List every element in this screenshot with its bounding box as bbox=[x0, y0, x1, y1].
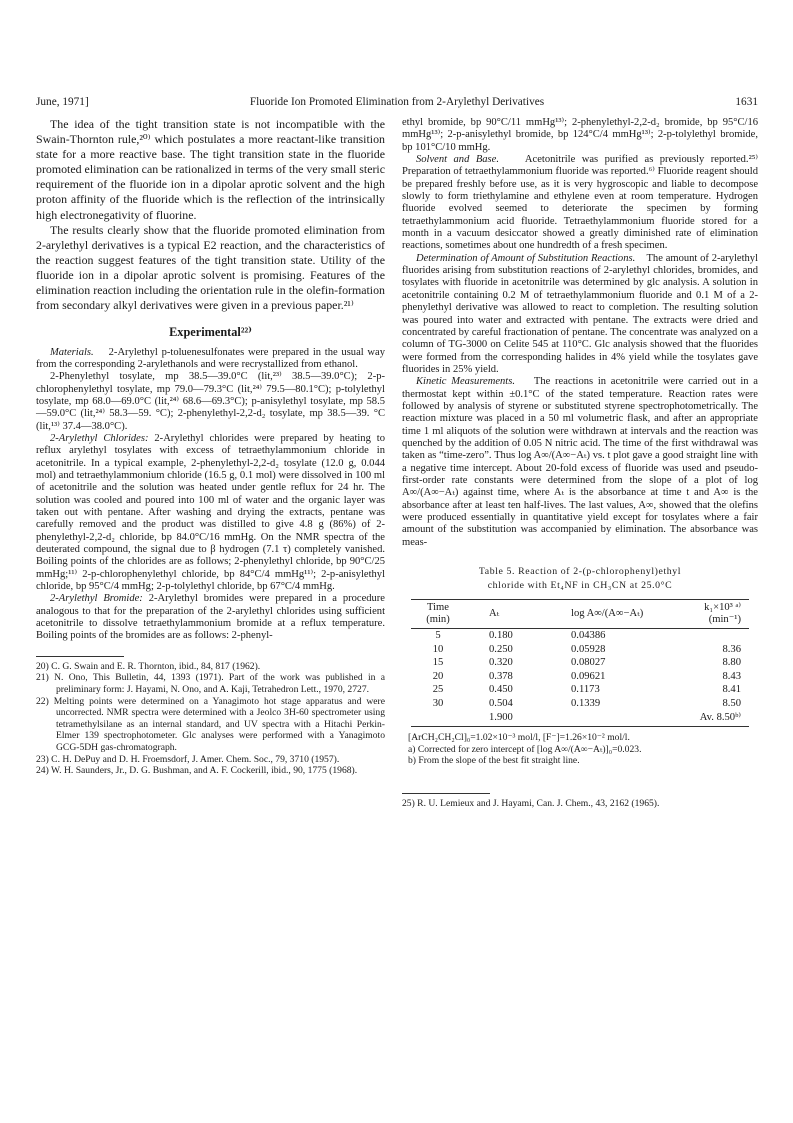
bromide-text: 2-Arylethyl bromides were prepared in a procedure analogous to that for the preparation of the 2-arylethyl chlorides using sufficient acetonitrile to dissolve tetraethylammonium bromide at a reflux temperature. Boiling points of the bromides are as follows: 2-phenyl- bbox=[36, 593, 385, 642]
footnote: 24) W. H. Saunders, Jr., D. G. Bushman, and A. F. Cockerill, ibid., 90, 1775 (1968). bbox=[36, 765, 358, 777]
table-row bbox=[411, 711, 749, 727]
cell-time: 20 bbox=[432, 670, 444, 682]
cell-absorbance: 0.180 bbox=[489, 630, 513, 642]
table-row bbox=[411, 697, 749, 711]
cell-time bbox=[411, 711, 465, 727]
materials-title: Materials. bbox=[50, 346, 94, 358]
cell-log: 0.04386 bbox=[571, 630, 606, 642]
paragraph-determination bbox=[402, 253, 758, 376]
materials-text: 2-Arylethyl p-toluenesulfonates were prepared in the usual way from the corresponding 2-arylethanols and were recrystallized from ethanol. bbox=[36, 346, 386, 370]
column-header-absorbance: Aₜ bbox=[465, 600, 551, 629]
column-header-rate-constant: k₁×10³ ᵃ⁾ (min⁻¹) bbox=[685, 600, 749, 629]
left-column bbox=[36, 117, 385, 777]
footnote: 23) C. H. DePuy and D. H. Froemsdorf, J. Amer. Chem. Soc., 79, 3710 (1957). bbox=[36, 753, 340, 765]
cell-time: 25 bbox=[432, 684, 444, 696]
table-row bbox=[411, 656, 749, 670]
table-note-a: a) Corrected for zero intercept of [log A∞/(A∞−Aₜ)]₀=0.023. bbox=[408, 743, 642, 755]
cell-absorbance: 0.250 bbox=[489, 643, 513, 655]
cell-rate-constant: Av. 8.50ᵇ⁾ bbox=[685, 711, 749, 727]
table-caption-line: chloride with Et₄NF in CH₃CN at 25.0°C bbox=[487, 580, 673, 592]
cell-rate-constant: 8.41 bbox=[722, 684, 741, 696]
footnotes-left bbox=[36, 661, 385, 777]
cell-absorbance: 0.378 bbox=[489, 670, 513, 682]
bromide-title: 2-Arylethyl Bromide: bbox=[50, 593, 143, 605]
paragraph-materials bbox=[36, 347, 385, 372]
cell-log: 0.08027 bbox=[571, 657, 606, 669]
footnotes-right bbox=[402, 798, 758, 810]
kinetics-table bbox=[411, 599, 749, 727]
cell-rate-constant: 8.36 bbox=[722, 643, 741, 655]
cell-absorbance: 0.320 bbox=[489, 657, 513, 669]
paragraph-tight-transition: The idea of the tight transition state is not incompatible with the Swain-Thornton rule,²⁰⁾ which postulates a more reactant-like transition state for a more reactive base. The tight transition state in the fluoride promoted elimination can be rationalized in terms of the very small steric requirement of the fluoride ion in a dipolar aprotic solvent and the high proton affinity of the fluoride which is the reflection of the intrinsically high electronegativity of fluorine. bbox=[36, 117, 386, 222]
cell-rate-constant: 8.43 bbox=[722, 670, 741, 682]
cell-rate-constant: 8.80 bbox=[722, 657, 741, 669]
issue-date: June, 1971] bbox=[36, 96, 89, 108]
solvent-title: Solvent and Base. bbox=[416, 154, 499, 166]
cell-absorbance: 0.450 bbox=[489, 684, 513, 696]
paragraph-bromides-continued: ethyl bromide, bp 90°C/11 mmHg¹³⁾; 2-phenylethyl-2,2-d₂ bromide, bp 95°C/16 mmHg¹³⁾; 2-p-anisylethyl bromide, bp 124°C/4 mmHg¹³⁾; 2-p-tolylethyl bromide, bp 101°C/10 mmHg. bbox=[402, 117, 758, 153]
cell-log: 0.1339 bbox=[571, 698, 601, 709]
chlorides-text: 2-Arylethyl chlorides were prepared by heating to reflux arylethyl tosylates with excess of tetraethylammonium chloride in acetonitrile. In a typical example, 2-phenylethyl-2,2-d₂ tosylate (12.0 g, 0.044 mol) and tetraethylammonium chloride (16.5 g, 0.1 mol) were dissolved in 100 ml of acetonitrile and the solution was heated under gentle reflux for 24 hr. The solution was cooled and poured into 100 ml of water and the organic layer was taken out with pentane. After washing and drying the extracts, pentane was carefully removed and the product was distilled to give 4.8 g (86%) of 2-phenylethyl-2,2-d₂ chloride, bp 84.0°C/16 mmHg. On the NMR spectra of the deuterated compound, the signal due to β hydrogen (7.1 τ) completely vanished. Boiling points of the chlorides are as follows; 2-phenylethyl chloride, bp 90°C/25 mmHg;¹¹⁾ 2-p-chlorophenylethyl chloride, bp 84°C/4 mmHg¹¹⁾; 2-p-anisylethyl chloride, bp 95°C/4 mmHg; 2-p-tolylethyl chloride, bp 67°C/4 mmHg. bbox=[36, 432, 385, 593]
paragraph-bromides bbox=[36, 593, 385, 642]
right-column bbox=[402, 117, 758, 810]
cell-time: 10 bbox=[432, 643, 444, 655]
solvent-text: Acetonitrile was purified as previously reported.²⁵⁾ Preparation of tetraethylammonium fluoride was reported.⁶⁾ Fluoride reagent should be prepared freshly before use, as it is very hygroscopic and liable to decompose slowly to form triethylamine and ethylene even at room temperature. Hydrogen fluoride evolved seemed to deteriorate the specimen by forming tetraethylammonium acid fluoride. Tetraethylammonium fluoride stored for a month in a vacuum desiccator showed a greatly diminished rate of elimination reactions, sometimes about one hundredth of a fresh specimen. bbox=[402, 154, 758, 252]
table-note-b: b) From the slope of the best fit straight line. bbox=[408, 755, 580, 767]
cell-time: 15 bbox=[432, 657, 444, 669]
table-notes bbox=[402, 732, 758, 767]
cell-log bbox=[551, 711, 685, 727]
footnote-rule bbox=[36, 656, 124, 657]
column-header-time: Time (min) bbox=[411, 600, 465, 629]
paragraph-kinetic bbox=[402, 376, 758, 549]
kinetic-title: Kinetic Measurements. bbox=[416, 376, 515, 388]
cell-rate-constant bbox=[685, 629, 749, 643]
determination-title: Determination of Amount of Substitution Reactions. bbox=[416, 252, 636, 264]
table-body bbox=[411, 629, 749, 727]
cell-absorbance: 0.504 bbox=[489, 698, 513, 709]
chlorides-title: 2-Arylethyl Chlorides: bbox=[50, 432, 149, 444]
footnote-rule bbox=[402, 793, 490, 794]
table-row bbox=[411, 643, 749, 657]
column-header-log: log A∞/(A∞−Aₜ) bbox=[551, 600, 685, 629]
page-number: 1631 bbox=[735, 96, 758, 108]
cell-log: 0.09621 bbox=[571, 670, 606, 682]
running-header bbox=[36, 96, 758, 110]
table-caption bbox=[402, 565, 758, 593]
running-title: Fluoride Ion Promoted Elimination from 2-Arylethyl Derivatives bbox=[249, 96, 545, 108]
cell-absorbance: 1.900 bbox=[465, 711, 551, 727]
cell-time: 5 bbox=[435, 630, 441, 642]
table-caption-line: Table 5. Reaction of 2-(p-chlorophenyl)ethyl bbox=[478, 566, 682, 578]
cell-rate-constant: 8.50 bbox=[722, 698, 741, 709]
table-row bbox=[411, 629, 749, 643]
paragraph-results: The results clearly show that the fluoride promoted elimination from 2-arylethyl derivatives is a typical E2 reaction, and the characteristics of the reaction suggest features of the tight transition state. Utility of the fluoride ion in a dipolar aprotic solvent is promising. Features of the elimination reaction including the orientation rule in the olefin-formation from secondary alkyl derivatives were given in a previous paper.²¹⁾ bbox=[36, 222, 385, 313]
paragraph-chlorides bbox=[36, 433, 385, 593]
kinetic-text: The reactions in acetonitrile were carried out in a thermostat kept within ±0.1°C of the stated temperature. Reaction rates were followed by analysis of styrene or substituted styrene spectrophotometrically. The reaction mixture was placed in a 50 ml volumetric flask, and after an appropriate time 1 ml aliquots of the solution were withdrawn at intervals and the reaction was quenched by the addition of 0.05 N nitric acid. The time of the first withdrawal was taken as “time-zero”. Thus log A∞/(A∞−Aₜ) vs. t plot gave a good straight line with a negative time intercept. About 20-fold excess of fluoride was used and pseudo-first-order rate constants were determined from the slope of a plot of log A∞/(A∞−Aₜ) against time, where Aₜ is the absorbance at time t and A∞ is the absorbance after at least ten half-lives. The last values, A∞, showed that the olefins were produced essentially in quantitative yield except for tosylates where a fair amount of the substitution was accompanied by elimination. The absorbance was meas- bbox=[402, 376, 758, 548]
cell-log: 0.1173 bbox=[571, 684, 600, 696]
table-conditions: [ArCH₂CH₂Cl]₀=1.02×10⁻³ mol/l, [F⁻]=1.26×10⁻² mol/l. bbox=[408, 732, 630, 744]
table-row bbox=[411, 670, 749, 684]
paragraph-solvent bbox=[402, 154, 758, 253]
footnote: 25) R. U. Lemieux and J. Hayami, Can. J. Chem., 43, 2162 (1965). bbox=[402, 797, 660, 809]
determination-text: The amount of 2-arylethyl fluorides arising from substitution reactions of 2-arylethyl chlorides, bromides, and tosylates with fluoride in acetonitrile was determined by glc analysis. A solution in acetonitrile containing 0.2 M of tetraethylammonium fluoride and 0.1 M of a 2-phenylethyl derivative was allowed to react to completion. The resulting solution was poured into water and extracted with pentane. The extracts were dried and concentrated by careful fractionation of pentane. The concentrate was analyzed on a column of TG-3000 on Celite 545 at 110°C. Glc analysis showed that the fluorides were formed from the corresponding halides in 4% yield while the tosylates gave fluorides in 25% yield. bbox=[402, 252, 759, 375]
cell-time: 30 bbox=[432, 698, 444, 709]
experimental-heading: Experimental²²⁾ bbox=[169, 325, 252, 340]
cell-log: 0.05928 bbox=[571, 643, 606, 655]
footnote: 21) N. Ono, This Bulletin, 44, 1393 (1971). Part of the work was published in a preliminary form: J. Hayami, N. Ono, and A. Kaji, Tetrahedron Lett., 1970, 2727. bbox=[36, 672, 385, 695]
paragraph-tosylates: 2-Phenylethyl tosylate, mp 38.5—39.0°C (lit,²³⁾ 38.5—39.0°C); 2-p-chlorophenylethyl tosylate, mp 79.0—79.3°C (lit,²⁴⁾ 79.5—80.1°C); p-tolylethyl tosylate, mp 68.0—69.0°C (lit,²⁴⁾ 68.6—69.3°C); p-anisylethyl tosylate, mp 58.5—59.0°C (lit,²⁴⁾ 58.3—59. °C); 2-phenylethyl-2,2-d₂ tosylate, mp 38.5—39. °C (lit,¹³⁾ 37.4—38.0°C). bbox=[36, 371, 385, 432]
table-row bbox=[411, 683, 749, 697]
table-header-row bbox=[411, 600, 749, 629]
footnote: 20) C. G. Swain and E. R. Thornton, ibid., 84, 817 (1962). bbox=[36, 660, 261, 672]
footnote: 22) Melting points were determined on a Yanagimoto hot stage apparatus and were uncorrected. NMR spectra were determined with a Jeolco 3H-60 spectrometer using tetramethylsilane as an internal standard, and UV spectra with a Hitachi Perkin-Elmer 139 spectrophotometer. Glc analyses were performed with a Yanagimoto GCG-5DH gas-chromatograph. bbox=[36, 695, 385, 753]
